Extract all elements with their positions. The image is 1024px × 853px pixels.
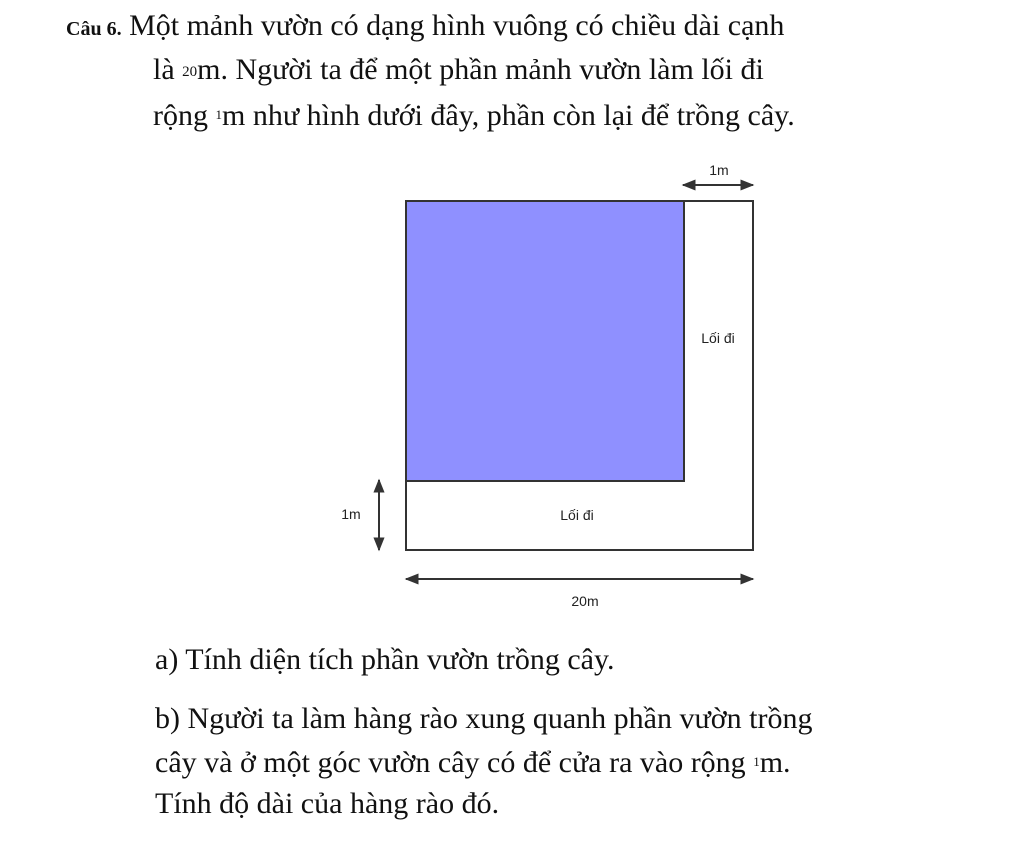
question-text-line-3a: rộng [153, 99, 208, 132]
planting-area [406, 201, 684, 481]
part-b-line-2 [155, 742, 791, 783]
side-length-label: 20m [571, 593, 599, 609]
part-b-line-1: b) Người ta làm hàng rào xung quanh phần vườn trồng [155, 702, 813, 735]
part-b-text-2a: cây và ở một góc vườn cây có để cửa ra vào rộng [155, 746, 746, 779]
left-width-label: 1m [341, 506, 361, 522]
question-text-line-1: Một mảnh vườn có dạng hình vuông có chiều dài cạnh [129, 9, 785, 42]
part-b-text-2b: m. [759, 746, 791, 779]
side-length-value: 20 [182, 64, 198, 80]
question-text-line-2b: m. Người ta để một phần mảnh vườn làm lối đi [197, 53, 764, 86]
part-b-line-3: Tính độ dài của hàng rào đó. [155, 787, 500, 820]
gate-width-value: 1 [753, 754, 760, 769]
question-line-3 [153, 95, 795, 136]
question-text-line-3b: m như hình dưới đây, phần còn lại để trồng cây. [222, 99, 795, 132]
question-label: Câu 6. [66, 18, 122, 40]
part-a: a) Tính diện tích phần vườn trồng cây. [155, 643, 615, 676]
question-line-2 [153, 50, 764, 92]
question-text-line-2a: là [153, 53, 175, 86]
garden-diagram [320, 150, 780, 620]
question-line-1 [66, 6, 784, 49]
top-width-label: 1m [709, 162, 729, 178]
right-path-label: Lối đi [701, 330, 735, 346]
bottom-path-label: Lối đi [560, 507, 594, 523]
path-width-value: 1 [215, 107, 222, 122]
